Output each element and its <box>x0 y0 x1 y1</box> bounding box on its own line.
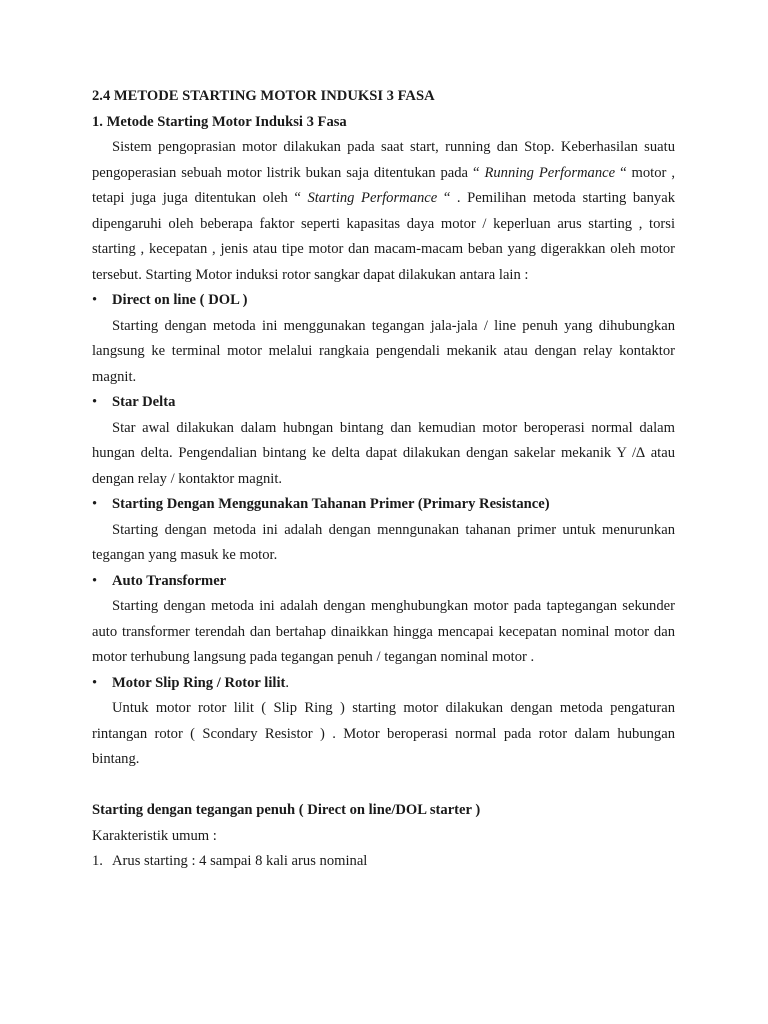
method-body-slip-ring: Untuk motor rotor lilit ( Slip Ring ) starting motor dilakukan dengan metoda pengaturan rintangan rotor ( Scondary Resistor ) . Motor beroperasi normal pada rotor dalam hubungan bintang. <box>92 700 675 767</box>
intro-paragraph <box>92 135 675 288</box>
intro-text-3: “ . Pemilihan metoda starting banyak dipengaruhi oleh beberapa faktor seperti kapasitas daya motor / keperluan arus starting , torsi starting , kecepatan , jenis atau tipe motor dan macam-macam beban yang digerakkan oleh motor tersebut. Starting Motor induksi rotor sangkar dapat dilakukan antara lain : <box>92 190 676 283</box>
list-item-number: 1. <box>92 853 103 869</box>
method-bullet-primary-resistance <box>92 492 675 518</box>
bullet-icon: • <box>92 292 98 308</box>
intro-text-1: Sistem pengoprasian motor dilakukan pada saat start, running dan Stop. Keberhasilan suatu pengoperasian sebuah motor listrik bukan saja ditentukan pada “ <box>92 139 675 181</box>
document-page <box>92 84 675 875</box>
method-title-suffix: . <box>285 674 290 691</box>
bullet-icon: • <box>92 394 98 410</box>
method-bullet-auto-transformer <box>92 569 675 595</box>
method-title: Starting Dengan Menggunakan Tahanan Primer (Primary Resistance) <box>112 496 550 512</box>
method-title: Star Delta <box>112 394 176 410</box>
method-bullet-dol <box>92 288 675 314</box>
method-body-auto-transformer: Starting dengan metoda ini adalah dengan menghubungkan motor pada taptegangan sekunder auto transformer terendah dan bertahap dinaikkan hingga mencapai kecepatan nominal motor dan motor terhubung langsung pada tegangan penuh / tegangan nominal motor . <box>92 598 675 665</box>
dol-section-label: Karakteristik umum : <box>92 827 217 844</box>
method-body-dol: Starting dengan metoda ini menggunakan tegangan jala-jala / line penuh yang dihubungkan langsung ke terminal motor melalui rangkaia pengendali mekanik atau dengan relay kontaktor magnit. <box>92 317 675 385</box>
bullet-icon: • <box>92 572 98 589</box>
list-item-text: Arus starting : 4 sampai 8 kali arus nominal <box>112 853 368 869</box>
spacer <box>92 773 675 799</box>
method-body-primary-resistance: Starting dengan metoda ini adalah dengan menngunakan tahanan primer untuk menurunkan tegangan yang masuk ke motor. <box>92 521 675 563</box>
bullet-icon: • <box>92 674 98 691</box>
intro-text-2: “ motor , tetapi juga juga ditentukan oleh “ <box>92 164 675 206</box>
subsection-heading: 1. Metode Starting Motor Induksi 3 Fasa <box>92 113 347 130</box>
method-title: Auto Transformer <box>112 572 227 589</box>
bullet-icon: • <box>92 496 98 512</box>
list-item <box>92 849 675 875</box>
intro-italic-2: Starting Performance <box>307 190 438 206</box>
method-bullet-star-delta <box>92 390 675 416</box>
method-bullet-slip-ring <box>92 671 675 697</box>
method-title: Motor Slip Ring / Rotor lilit <box>112 674 286 691</box>
dol-section-heading: Starting dengan tegangan penuh ( Direct on line/DOL starter ) <box>92 802 481 818</box>
method-title: Direct on line ( DOL ) <box>112 292 248 308</box>
section-heading: 2.4 METODE STARTING MOTOR INDUKSI 3 FASA <box>92 88 435 104</box>
intro-italic-1: Running Performance <box>484 164 616 181</box>
method-body-star-delta: Star awal dilakukan dalam hubngan bintang dan kemudian motor beroperasi normal dalam hungan delta. Pengendalian bintang ke delta dapat dilakukan dengan sakelar mekanik Y /∆ atau dengan relay / kontaktor magnit. <box>92 419 675 487</box>
